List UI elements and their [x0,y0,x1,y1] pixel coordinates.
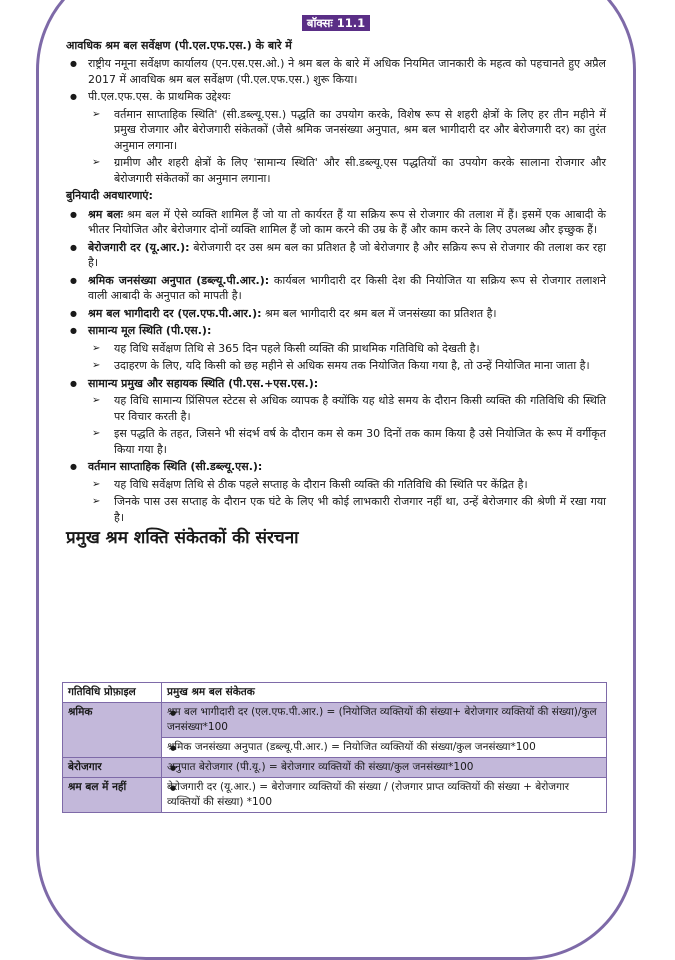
concept-item: ● श्रमिक जनसंख्या अनुपात (डब्ल्यू.पी.आर.): कार्यबल भागीदारी दर किसी देश की नियोजित या सक्रिय रूप से रोजगार तलाशने वाली आबादी के अनुपात को मापती है। [66,273,606,304]
table-header: प्रमुख श्रम बल संकेतक [162,683,607,703]
sub-list-item: ➢ यह विधि सर्वेक्षण तिथि से ठीक पहले सप्ताह के दौरान किसी व्यक्ति की गतिविधि की स्थिति पर केंद्रित है। [88,477,606,493]
section-bullets [66,56,606,186]
box-content [66,16,606,551]
sub-list-item: ➢ इस पद्धति के तहत, जिसने भी संदर्भ वर्ष के दौरान कम से कम 30 दिनों तक काम किया है उसे नियोजित के रूप में वर्गीकृत किया गया है। [88,426,606,457]
section-title: आवधिक श्रम बल सर्वेक्षण (पी.एल.एफ.एस.) के बारे में [66,38,292,52]
table-cell: ● श्रमिक जनसंख्या अनुपात (डब्ल्यू.पी.आर.) = नियोजित व्यक्तियों की संख्या/कुल जनसंख्या*100 [162,738,607,758]
table-cell: ● बेरोजगारी दर (यू.आर.) = बेरोजगार व्यक्तियों की संख्या / (रोजगार प्राप्त व्यक्तियों की संख्या + बेरोजगार व्यक्तियों की संख्या) *100 [162,778,607,813]
box-label: बॉक्सः 11.1 [66,16,606,32]
table-group-cell: श्रम बल में नहीं [63,778,162,813]
table-cell: ● श्रम बल भागीदारी दर (एल.एफ.पी.आर.) = (नियोजित व्यक्तियों की संख्या+ बेरोजगार व्यक्तियों की संख्या)/कुल जनसंख्या*100 [162,703,607,738]
sub-list-item: ➢ उदाहरण के लिए, यदि किसी को छह महीने से अधिक समय तक नियोजित किया गया है, तो उन्हें नियोजित माना जाता है। [88,358,606,374]
sub-list-item: ➢ यह विधि सर्वेक्षण तिथि से 365 दिन पहले किसी व्यक्ति की प्राथमिक गतिविधि को देखती है। [88,341,606,357]
sub-list-item: ➢ यह विधि सामान्य प्रिंसिपल स्टेटस से अधिक व्यापक है क्योंकि यह थोडे समय के दौरान किसी व्यक्ति की गतिविधि की स्थिति पर विचार करती है। [88,393,606,424]
table-row [63,703,607,738]
table-group-cell: बेरोजगार [63,758,162,778]
table-row [63,758,607,778]
table-header: गतिविधि प्रोफ़ाइल [63,683,162,703]
concepts-title: बुनियादी अवधारणाएं: [66,189,153,202]
structure-title: प्रमुख श्रम शक्ति संकेतकों की संरचना [66,528,299,548]
indicator-table [62,682,607,813]
concept-item: ● श्रम बलः श्रम बल में ऐसे व्यक्ति शामिल हैं जो या तो कार्यरत हैं या सक्रिय रूप से रोजगार की तलाश में हैं। इसमें एक आबादी के भीतर नियोजित और बेरोजगार दोनों व्यक्ति शामिल हैं जो काम करने की उम्र के हैं और काम करने के लिए उपलब्ध और इच्छुक हैं। [66,207,606,238]
concept-item: ● सामान्य प्रमुख और सहायक स्थिति (पी.एस.+एस.एस.): [66,376,606,392]
concept-item: ● सामान्य मूल स्थिति (पी.एस.): [66,323,606,339]
sub-list-item: ➢ ग्रामीण और शहरी क्षेत्रों के लिए 'सामान्य स्थिति' और सी.डब्ल्यू.एस पद्धतियों का उपयोग करके सालाना रोजगार और बेरोजगारी संकेतकों का अनुमान लगाना। [88,155,606,186]
table-group-cell: श्रमिक [63,703,162,758]
table-header-row [63,683,607,703]
concept-item: ● वर्तमान साप्ताहिक स्थिति (सी.डब्ल्यू.एस.): [66,459,606,475]
concept-item: ● बेरोजगारी दर (यू.आर.): बेरोजगारी दर उस श्रम बल का प्रतिशत है जो बेरोजगार है और सक्रिय रूप से रोजगार की तलाश कर रहा है। [66,240,606,271]
sub-list-item: ➢ जिनके पास उस सप्ताह के दौरान एक घंटे के लिए भी कोई लाभकारी रोजगार नहीं था, उन्हें बेरोजगार की श्रेणी में रखा गया है। [88,494,606,525]
concept-item: ● श्रम बल भागीदारी दर (एल.एफ.पी.आर.): श्रम बल भागीदारी दर श्रम बल में जनसंख्या का प्रतिशत है। [66,306,606,322]
sub-list-item: ➢ वर्तमान साप्ताहिक स्थिति' (सी.डब्ल्यू.एस.) पद्धति का उपयोग करके, विशेष रूप से शहरी क्षेत्रों के लिए हर तीन महीने में प्रमुख रोजगार और बेरोजगारी संकेतकों (जैसे श्रमिक जनसंख्या अनुपात, श्रम बल भागीदारी दर और बेरोजगारी दर) का तुरंत अनुमान लगाना। [88,107,606,154]
table-cell: ● अनुपात बेरोजगार (पी.यू.) = बेरोजगार व्यक्तियों की संख्या/कुल जनसंख्या*100 [162,758,607,778]
table-row [63,778,607,813]
list-item: ● पी.एल.एफ.एस. के प्राथमिक उद्देश्यः [66,89,606,105]
concepts-list [66,207,606,526]
list-item: ● राष्ट्रीय नमूना सर्वेक्षण कार्यालय (एन.एस.एस.ओ.) ने श्रम बल के बारे में अधिक नियमित जानकारी के महत्व को पहचानते हुए अप्रैल 2017 में आवधिक श्रम बल सर्वेक्षण (पी.एल.एफ.एस.) शुरू किया। [66,56,606,87]
